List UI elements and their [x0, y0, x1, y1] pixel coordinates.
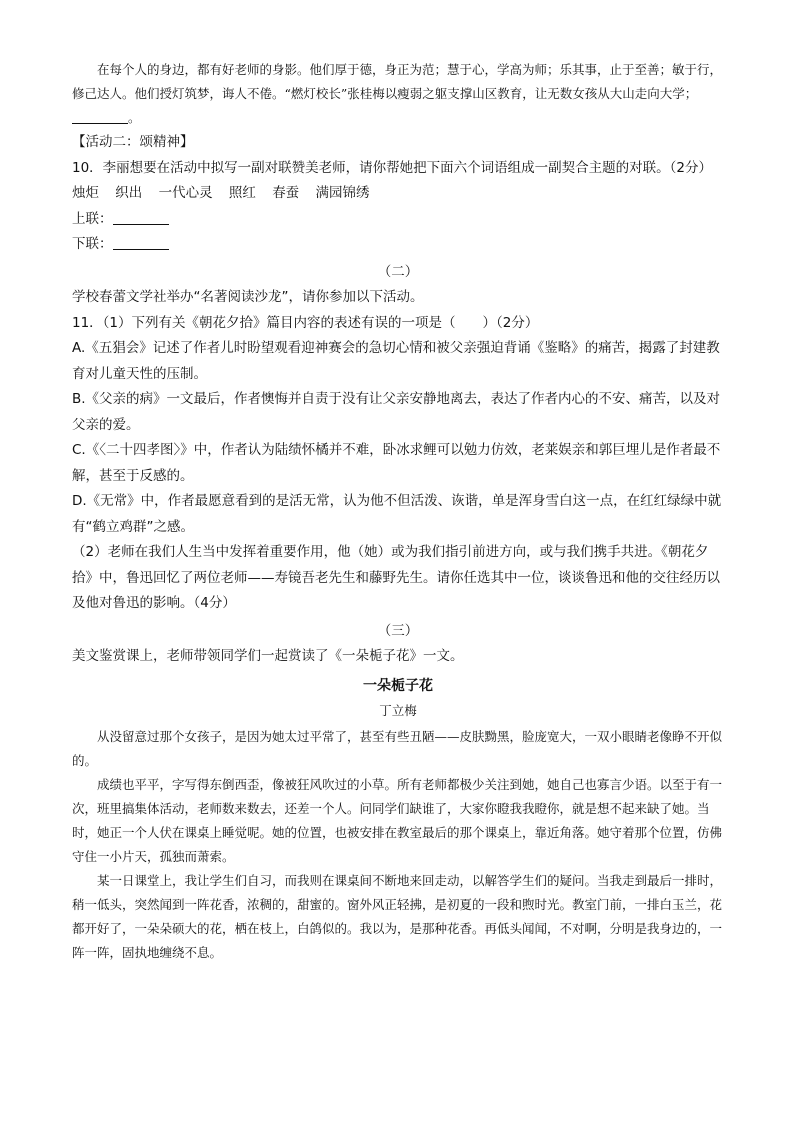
- q10-word: 照红: [228, 185, 256, 201]
- answer-blank-intro[interactable]: [72, 109, 128, 124]
- essay-title: 一朵栀子花: [363, 677, 433, 694]
- upper-couplet-line: [72, 207, 724, 233]
- q11-option-d: D.《无常》中，作者最愿意看到的是活无常，认为他不但活泼、诙谐，单是浑身雪白这一点，在红红绿绿中就有“鹤立鸡群”之感。: [72, 493, 722, 535]
- q10-word: 满园锦绣: [315, 185, 370, 201]
- q11-option-c: C.《〈二十四孝图〉》中，作者认为陆绩怀橘并不难，卧冰求鲤可以勉力仿效，老莱娱亲和郭巨埋儿是作者最不解，甚至于反感的。: [72, 442, 721, 484]
- essay-paragraph: 从没留意过那个女孩子，是因为她太过平常了，甚至有些丑陋——皮肤黝黑，脸庞宽大，一双小眼睛老像睁不开似的。: [72, 729, 723, 768]
- section3-intro: 美文鉴赏课上，老师带领同学们一起赏读了《一朵栀子花》一文。: [72, 648, 464, 664]
- q10-word: 织出: [115, 185, 143, 201]
- q10-text: 10．李丽想要在活动中拟写一副对联赞美老师，请你帮她把下面六个词语组成一副契合主题的对联。（2分）: [72, 159, 713, 176]
- q11-option-a: A.《五猖会》记述了作者儿时盼望观看迎神赛会的急切心情和被父亲强迫背诵《鉴略》的痛苦，揭露了封建教育对儿童天性的压制。: [72, 340, 720, 382]
- upper-couplet-blank[interactable]: [113, 210, 169, 225]
- q10-word: 烛炬: [72, 185, 99, 201]
- lower-couplet-label: 下联：: [72, 236, 113, 252]
- section2-intro: 学校春蕾文学社举办“名著阅读沙龙”，请你参加以下活动。: [72, 289, 424, 305]
- q10-word-list: [72, 181, 724, 207]
- q11-part1: 11．（1）下列有关《朝花夕拾》篇目内容的表述有误的一项是（ ）（2分）: [72, 314, 539, 331]
- q11-part2: （2）老师在我们人生当中发挥着重要作用，他（她）或为我们指引前进方向，或与我们携手共进。《朝花夕拾》中，鲁迅回忆了两位老师——寿镜吾老先生和藤野先生。请你任选其中一位，谈谈鲁迅和他的交往经历以及他对鲁迅的影响。（4分）: [72, 544, 720, 611]
- section2-heading: （二）: [377, 263, 419, 280]
- q10-word: 一代心灵: [158, 185, 213, 201]
- essay-author: 丁立梅: [379, 703, 417, 718]
- activity2-heading: 【活动二：颂精神】: [72, 134, 194, 150]
- q11-option-b: B.《父亲的病》一文最后，作者懊悔并自责于没有让父亲安静地离去，表达了作者内心的不安、痛苦，以及对父亲的爱。: [72, 391, 721, 433]
- intro-end-punct: 。: [128, 110, 141, 125]
- section3-heading: （三）: [377, 622, 419, 639]
- essay-paragraph: 成绩也平平，字写得东倒西歪，像被狂风吹过的小草。所有老师都极少关注到她，她自己也寡言少语。以至于有一次，班里搞集体活动，老师数来数去，还差一个人。问同学们缺谁了，大家你瞪我我瞪你，就是想不起来缺了她。当时，她正一个人伏在课桌上睡觉呢。她的位置，也被安排在教室最后的那个课桌上，靠近角落。她守着那个位置，仿佛守住一小片天，孤独而萧索。: [72, 777, 723, 864]
- q10-word: 春蚕: [272, 185, 300, 201]
- essay-body: [72, 725, 724, 965]
- essay-paragraph: 某一日课堂上，我让学生们自习，而我则在课桌间不断地来回走动，以解答学生们的疑问。当我走到最后一排时，稍一低头，突然闻到一阵花香，浓稠的，甜蜜的。窗外风正轻拂，是初夏的一段和煦时光。教室门前，一排白玉兰，花都开好了，一朵朵硕大的花，栖在枝上，白鸽似的。我以为，是那种花香。再低头闻闻，不对啊，分明是我身边的，一阵一阵，固执地缠绕不息。: [72, 873, 723, 960]
- lower-couplet-line: [72, 232, 724, 258]
- intro-text: 在每个人的身边，都有好老师的身影。他们厚于德，身正为范；慧于心，学高为师；乐其事，止于至善；敏于行，修己达人。他们授灯筑梦，诲人不倦。“燃灯校长”张桂梅以瘦弱之躯支撑山区教育，让无数女孩从大山走向大学；: [72, 62, 723, 101]
- upper-couplet-label: 上联：: [72, 210, 113, 227]
- intro-paragraph: [72, 58, 724, 130]
- exam-page: [72, 58, 724, 965]
- lower-couplet-blank[interactable]: [113, 235, 169, 250]
